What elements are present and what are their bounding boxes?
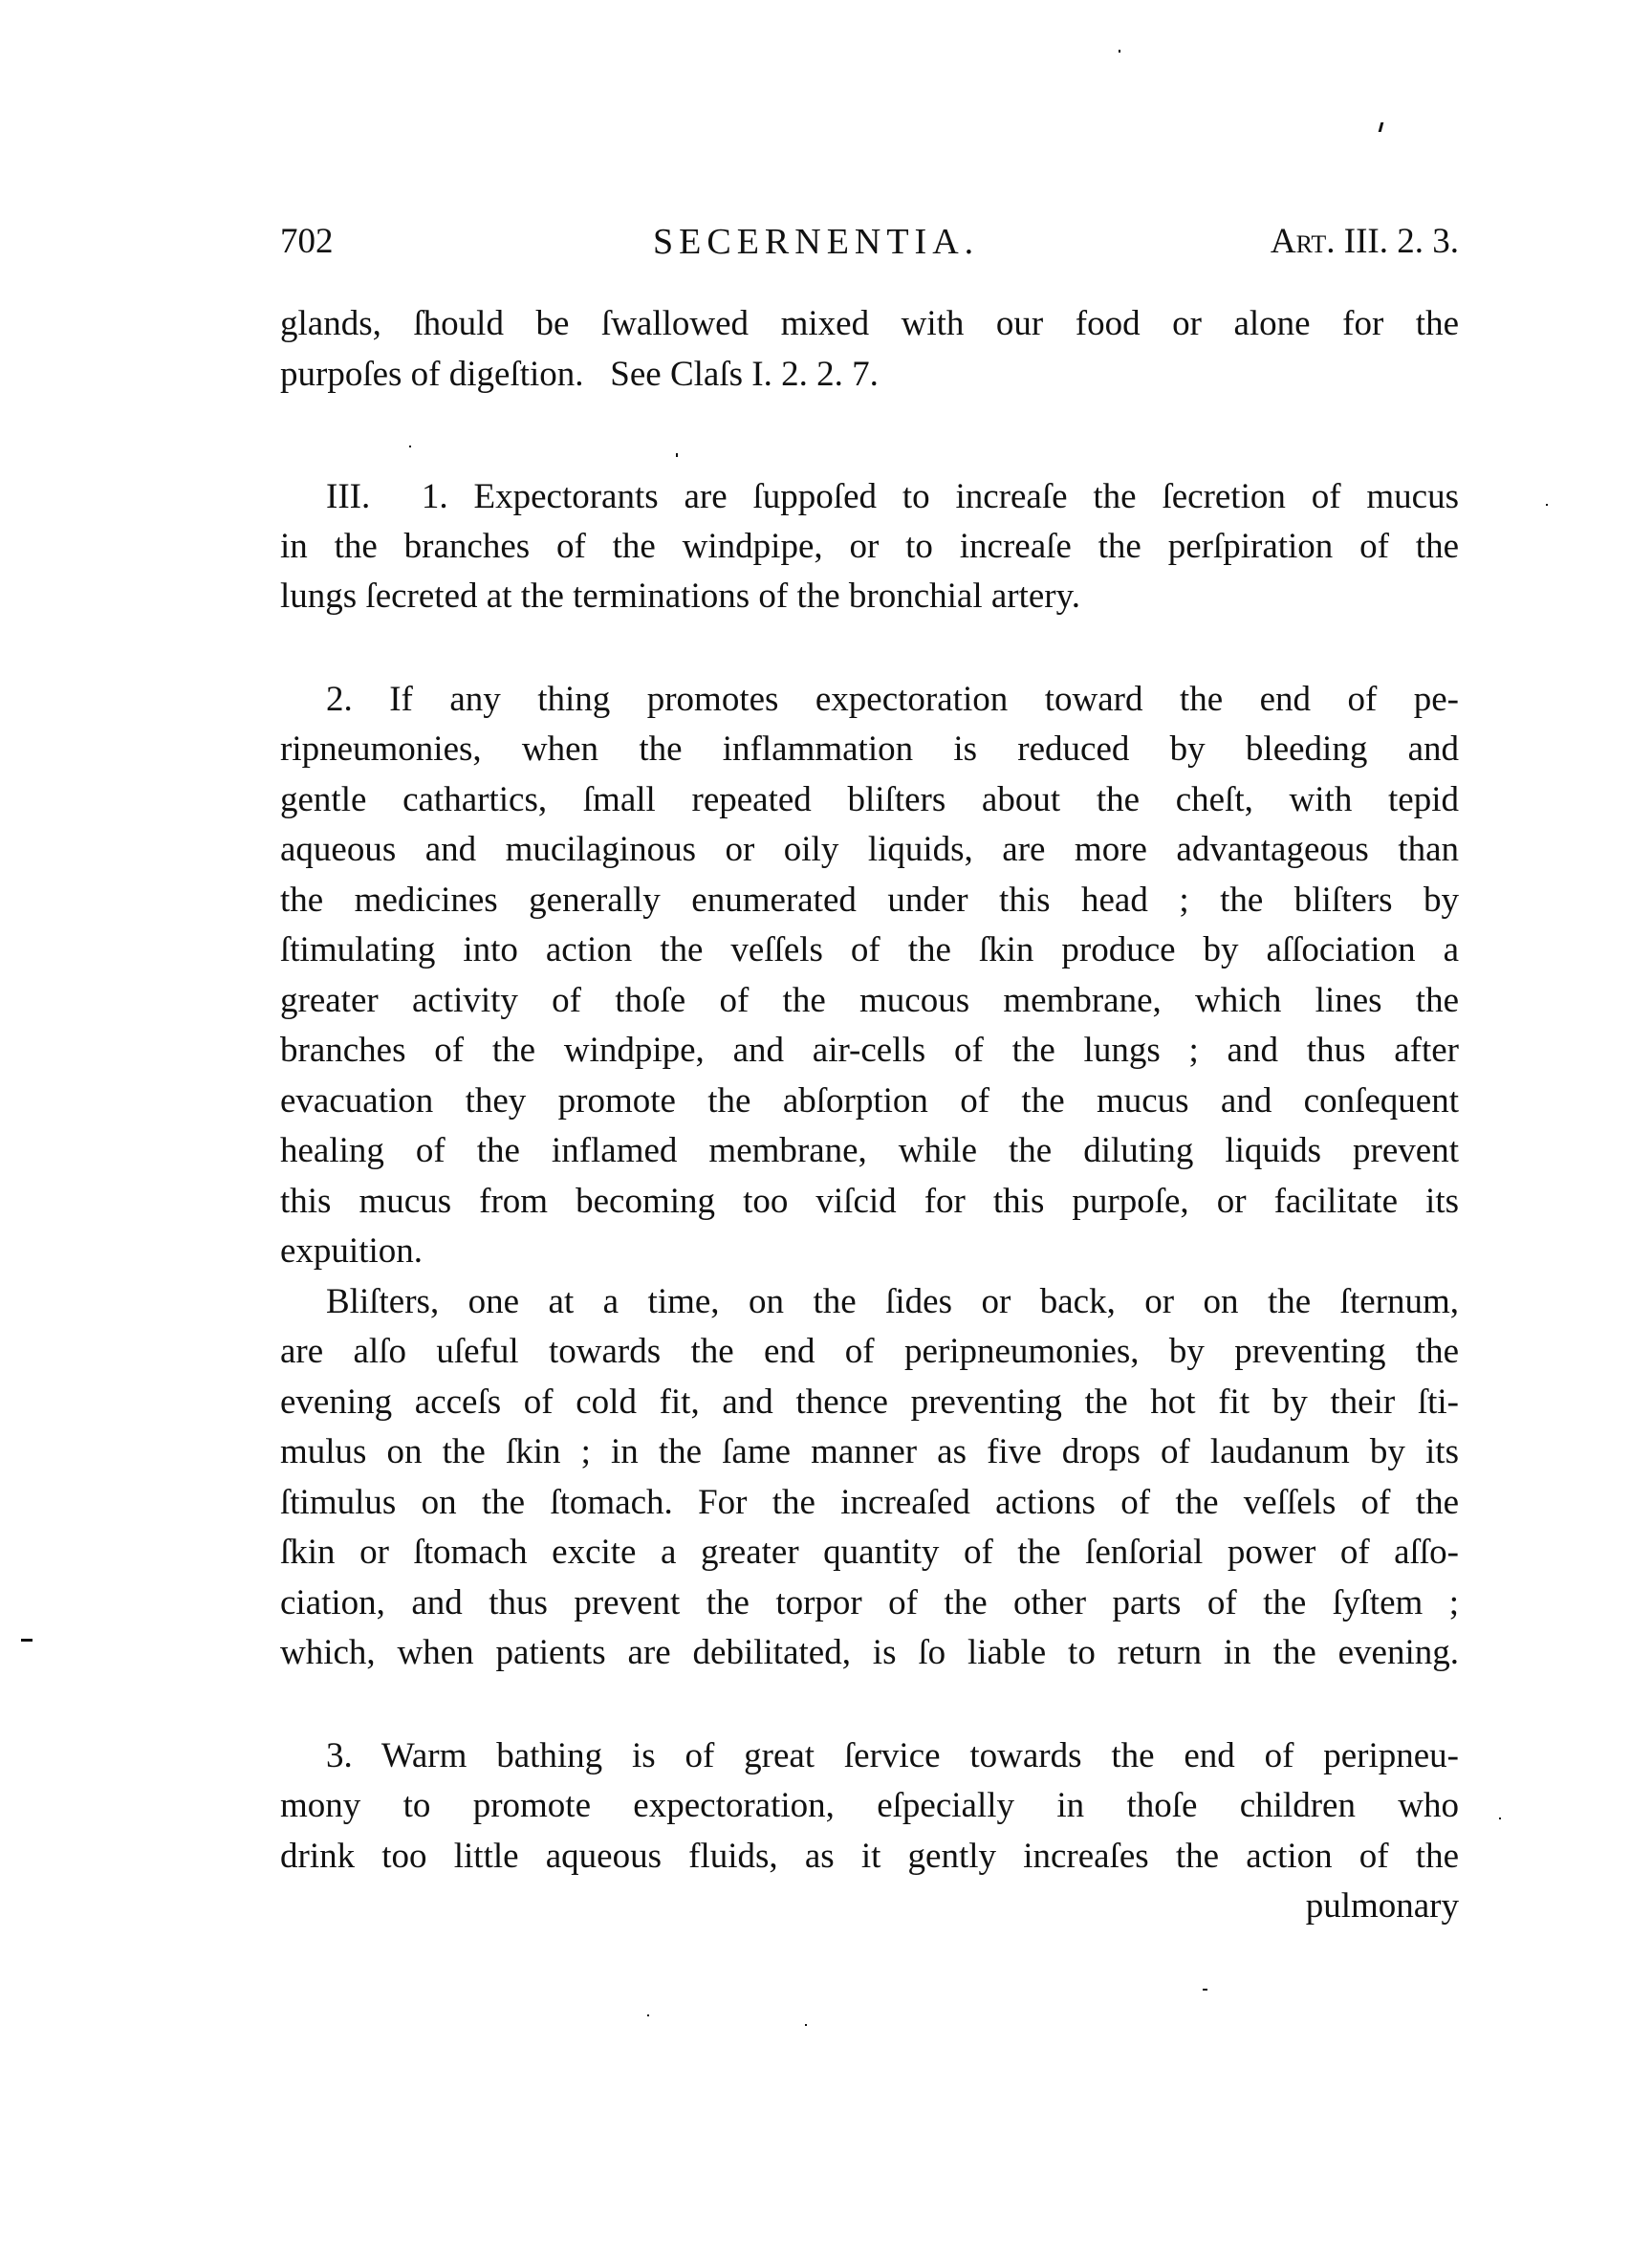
text-line: mulus on the ſkin ; in the ſame manner as five drops of laudanum by its [280, 1432, 1459, 1471]
text-line: ſtimulus on the ſtomach. For the increaſed actions of the veſſels of the [280, 1483, 1459, 1522]
paragraph-start-line: III. 1. Expectorants are ſuppoſed to increaſe the ſecretion of mucus [326, 477, 1459, 516]
text-line: ripneumonies, when the inflammation is reduced by bleeding and [280, 729, 1459, 769]
text-line: expuition. [280, 1231, 424, 1271]
text-line: ſkin or ſtomach excite a greater quantity of the ſenſorial power of aſſo- [280, 1533, 1459, 1572]
scan-speck [1499, 1818, 1501, 1819]
text-line: glands, ſhould be ſwallowed mixed with our food or alone for the [280, 304, 1459, 343]
text-line: drink too little aqueous fluids, as it gently increaſes the action of the [280, 1837, 1459, 1876]
text-line: greater activity of thoſe of the mucous membrane, which lines the [280, 981, 1459, 1020]
text-line: healing of the inflamed membrane, while the diluting liquids prevent [280, 1131, 1459, 1170]
text-line: ciation, and thus prevent the torpor of the other parts of the ſyſtem ; [280, 1583, 1459, 1622]
text-line: purpoſes of digeſtion. See Claſs I. 2. 2. 7. [280, 355, 879, 394]
text-line: mony to promote expectoration, eſpecially in thoſe children who [280, 1786, 1459, 1825]
page-number: 702 [280, 222, 334, 261]
scan-speck [1203, 1989, 1207, 1991]
scan-speck [676, 453, 678, 457]
text-line: this mucus from becoming too viſcid for this purpoſe, or facilitate its [280, 1182, 1459, 1221]
scan-speck [1379, 122, 1384, 132]
text-line: in the branches of the windpipe, or to increaſe the perſpiration of the [280, 527, 1459, 566]
paragraph-start-line: 2. If any thing promotes expectoration toward the end of pe- [326, 680, 1459, 719]
text-line: are alſo uſeful towards the end of peripneumonies, by preventing the [280, 1332, 1459, 1371]
paragraph-start-line: 3. Warm bathing is of great ſervice towards the end of peripneu- [326, 1736, 1459, 1775]
text-line: ſtimulating into action the veſſels of the ſkin produce by aſſociation a [280, 930, 1459, 969]
section-reference [1271, 220, 1459, 264]
paragraph-start-line: Bliſters, one at a time, on the ſides or back, or on the ſternum, [326, 1282, 1459, 1321]
scan-speck [647, 2014, 649, 2016]
text-line: aqueous and mucilaginous or oily liquids, are more advantageous than [280, 830, 1459, 869]
scan-speck [409, 446, 411, 447]
catchword: pulmonary [1305, 1886, 1459, 1926]
section-ref-prefix: Art. [1270, 222, 1336, 261]
scan-speck [805, 2024, 807, 2026]
running-header [280, 220, 1459, 264]
text-line: evacuation they promote the abſorption of the mucus and conſequent [280, 1081, 1459, 1121]
text-line: which, when patients are debilitated, is ſo liable to return in the evening. [280, 1633, 1459, 1672]
scan-speck [21, 1639, 33, 1642]
text-line: lungs ſecreted at the terminations of the bronchial artery. [280, 577, 1080, 616]
text-line: branches of the windpipe, and air-cells of the lungs ; and thus after [280, 1031, 1459, 1070]
section-ref-number: III. 2. 3. [1335, 222, 1459, 261]
text-line: gentle cathartics, ſmall repeated bliſters about the cheſt, with tepid [280, 780, 1459, 819]
text-line: evening acceſs of cold fit, and thence preventing the hot fit by their ſti- [280, 1382, 1459, 1422]
scan-speck [1546, 504, 1548, 506]
scan-speck [1119, 50, 1120, 53]
text-line: the medicines generally enumerated under this head ; the bliſters by [280, 881, 1459, 920]
running-title: SECERNENTIA. [653, 222, 980, 262]
